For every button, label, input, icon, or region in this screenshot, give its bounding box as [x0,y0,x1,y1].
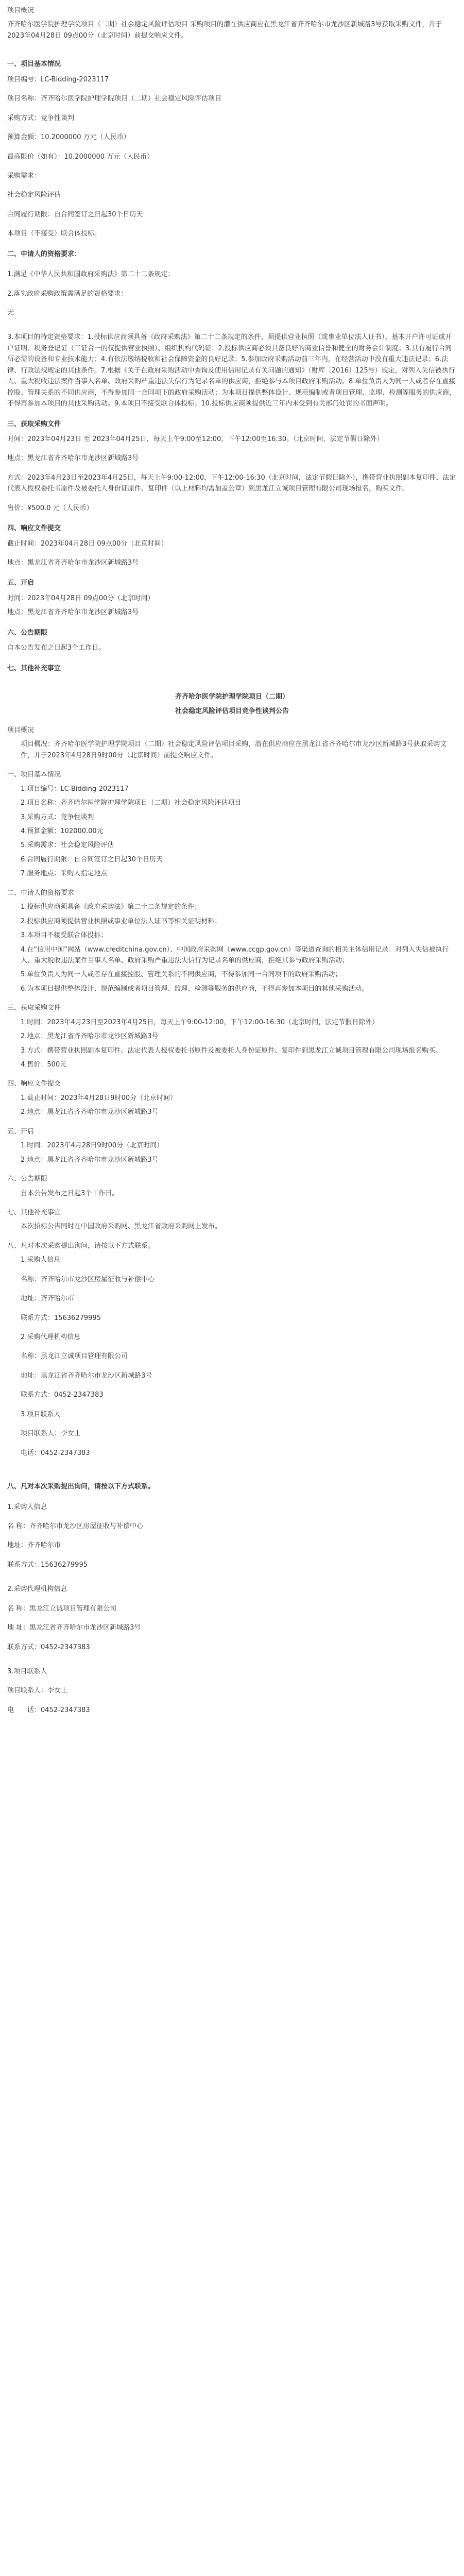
repeat-contact-line: 联系方式：0452-2347383 [21,1391,104,1399]
contact-line: 名 称：黑龙江立诚项目管理有限公司 [7,1604,117,1613]
repeat-item: 6.合同履行期限：自合同签订之日起30个日历天 [21,855,163,863]
repeat-item: 5.采购需求：社会稳定风险评估 [21,841,114,850]
section-notice-period [7,628,457,654]
contact-line: 联系方式：15636279995 [7,1561,88,1569]
section-obtain-docs [7,419,457,514]
repeat-item: 4.预算金额：102000.00元 [21,827,104,835]
repeat-item: 4.售价：500元 [21,1061,67,1069]
repeat-contact-line: 名称：黑龙江立诚项目管理有限公司 [21,1352,128,1361]
repeat-item: 6.为本项目提供整体设计、规范编制或者项目管理、监理、检测等服务的供应商，不得再参加本项目的其他采购活动。 [21,985,369,993]
section-contacts [7,1481,457,1716]
qualification-item: 2.落实政府采购政策需满足的资格要求： [7,290,128,298]
repeat-contact-line: 1.采购人信息 [21,1256,61,1264]
repeat-contact-line: 名称：齐齐哈尔市龙沙区房屋征收与补偿中心 [21,1275,155,1283]
repeat-item: 2.地点：黑龙江省齐齐哈尔市龙沙区新城路3号 [21,1032,159,1041]
qualification-item: 1.满足《中华人民共和国政府采购法》第二十二条规定； [7,270,175,279]
section-title: 四、响应文件提交 [7,524,61,533]
repeat-contact-line: 联系方式：15636279995 [21,1314,101,1322]
doc-intro: 齐齐哈尔医学院护理学院项目（二期）社会稳定风险评估项目 采购项目的潜在供应商应在黑龙江省齐齐哈尔市龙沙区新城路3号获取采购文件，并于2023年04月28日 09点00分（北京时间）前提交响应文件。 [7,21,442,40]
repeat-item: 3.本项目不接受联合体投标； [21,931,108,940]
project-number: 项目编号：LC-Bidding-2023117 [7,75,109,83]
qualification-item: 无 [7,309,14,317]
repeat-section-title: 六、公告期限 [7,1175,48,1183]
contact-line: 1.采购人信息 [7,1503,47,1511]
section-title: 七、其他补充事宜 [7,664,61,672]
section-title: 二、申请人的资格要求： [7,250,81,258]
submission-deadline: 截止时间：2023年04月28日 09点00分（北京时间） [7,539,168,548]
section-qualifications [7,249,457,410]
section-submission [7,523,457,568]
section-title: 八、凡对本次采购提出询问，请按以下方式联系。 [7,1483,155,1491]
repeat-section-title: 四、响应文件提交 [7,1080,61,1088]
section-opening [7,578,457,618]
project-name: 项目名称：齐齐哈尔医学院护理学院项目（二期）社会稳定风险评估项目 [7,95,222,103]
procurement-method: 采购方式：竞争性谈判 [7,114,75,122]
contact-line: 项目联系人：李女士 [7,1687,68,1695]
repeat-section-title: 一、项目基本情况 [7,771,61,779]
repeat-item: 1.截止时间：2023年4月28日9时00分（北京时间） [21,1094,177,1102]
repeat-item: 本次招标公告同时在中国政府采购网、黑龙江省政府采购网上发布。 [21,1223,222,1231]
procurement-needs: 社会稳定风险评估 [7,191,61,199]
opening-time: 时间：2023年04月28日 09点00分（北京时间） [7,594,154,602]
contact-line: 地 址：黑龙江省齐齐哈尔市龙沙区新城路3号 [7,1624,141,1632]
budget-amount: 预算金额：10.2000000 万元（人民币） [7,133,130,142]
repeat-item: 2.项目名称：齐齐哈尔医学院护理学院项目（二期）社会稳定风险评估项目 [21,799,242,807]
contact-line: 电 话：0452-2347383 [7,1706,90,1714]
repeat-item: 自本公告发布之日起3个工作日。 [21,1189,119,1197]
notice-period-text: 自本公告发布之日起3个工作日。 [7,644,106,652]
repeat-contact-line: 3.项目联系人 [21,1410,61,1418]
section-basic-info [7,59,457,239]
announcement-title-line-1: 齐齐哈尔医学院护理学院项目（二期） [175,693,289,701]
announcement-title-line-2: 社会稳定风险评估项目竞争性谈判公告 [175,707,289,715]
contact-line: 3.项目联系人 [7,1668,47,1675]
submission-location: 地点：黑龙江省齐齐哈尔市龙沙区新城路3号 [7,559,139,567]
section-supplementary [7,663,457,1459]
procurement-needs-label: 采购需求： [7,172,41,180]
max-price: 最高限价（如有）：10.2000000 万元（人民币） [7,152,154,161]
contact-line: 名 称：齐齐哈尔市龙沙区房屋征收与补偿中心 [7,1522,144,1530]
section-title: 一、项目基本情况 [7,60,61,69]
repeat-item: 3.采购方式：竞争性谈判 [21,813,94,821]
contract-period: 合同履行期限：自合同签订之日起30个日历天 [7,210,143,218]
obtain-location: 地点：黑龙江省齐齐哈尔市龙沙区新城路3号 [7,454,139,463]
obtain-time: 时间：2023年04月23日 至 2023年04月25日，每天上午9:00至12:00，下午12:00至16:30。（北京时间，法定节假日除外） [7,435,384,443]
repeat-section-title: 五、开启 [7,1127,35,1136]
repeat-item: 2.地点：黑龙江省齐齐哈尔市龙沙区新城路3号 [21,1156,159,1164]
repeat-section-title: 七、其他补充事宜 [7,1208,61,1216]
repeat-section-title: 八、凡对本次采购提出询问，请按以下方式联系。 [7,1242,155,1250]
repeat-item: 1.项目编号：LC-Bidding-2023117 [21,785,129,793]
repeat-contact-line: 地址：黑龙江省齐齐哈尔市龙沙区新城路3号 [21,1371,152,1380]
repeat-item: 4.在“信用中国”网站（www.creditchina.gov.cn）、中国政府采购网（www.ccgp.gov.cn）等渠道查询的相关主体信用记录：对列入失信被执行人、重大税收违法案件当事人名单、政府采购严重违法失信行为记录名单的供应商，拒绝其参与政府采购活动； [21,945,449,964]
qualification-item: 3.本项目的特定资格要求：1.投标供应商须具备《政府采购法》第二十二条规定的条件，须提供营业执照（或事业单位法人证书）、基本开户许可证或开户证明、税务登记证（三证合一的仅提供营业执照）、组织机构代码证；2.投标供应商必须具备良好的商业信誉和健全的财务会计制度；3.具有履行合同所必需的设备和专业技术能力；4.有依法缴纳税收和社会保障资金的良好记录；5.参加政府采购活动前三年内，在经营活动中没有重大违法记录；6.法律、行政法规规定的其他条件。7.根据《关于在政府采购活动中查询及使用信用记录有关问题的通知》（财库〔2016〕125号）规定，对列入失信被执行人、重大税收违法案件当事人名单、政府采购严重违法失信行为记录名单的供应商，拒绝参与本项目政府采购活动。8.单位负责人为同一人或者存在直接控股、管理关系的不同供应商，不得参加同一合同项下的政府采购活动；为本项目提供整体设计、规范编制或者项目管理、监理、检测等服务的供应商，不得再参加本项目的其他采购活动。9.本项目不接受联合体投标。10.投标供应商须提供近三年内未受到有关部门处罚的书面声明。 [7,333,456,408]
repeat-section-title: 三、获取采购文件 [7,1004,61,1012]
repeat-contact-line: 电话：0452-2347383 [21,1449,90,1457]
obtain-method: 方式：2023年4月23日至2023年4月25日，每天上午9:00-12:00，下午12:00-16:30（北京时间，法定节假日除外），携带营业执照副本复印件、法定代表人授权委托书原件及被委托人身份证原件、复印件（以上材料均需加盖公章）到黑龙江立诚项目管理有限公司现场报名，购买文件。 [7,473,456,493]
section-title: 三、获取采购文件 [7,420,61,428]
repeat-contact-line: 项目联系人：李女士 [21,1430,81,1438]
repeat-intro: 项目概况：齐齐哈尔医学院护理学院项目（二期）社会稳定风险评估项目采购，潜在供应商应在黑龙江省齐齐哈尔市龙沙区新城路3号获取采购文件，并于2023年4月28日9时00分（北京时间）前提交响应文件。 [21,740,447,759]
opening-location: 地点：黑龙江省齐齐哈尔市龙沙区新城路3号 [7,608,139,617]
repeat-header: 项目概况 [7,726,35,734]
repeat-item: 7.服务地点：采购人指定地点 [21,870,108,878]
repeat-item: 2.投标供应商须提供营业执照或事业单位法人证书等相关证明材料； [21,917,221,925]
section-title: 五、开启 [7,579,35,587]
repeat-item: 5.单位负责人为同一人或者存在直接控股、管理关系的不同供应商，不得参加同一合同项下的政府采购活动； [21,971,342,979]
repeat-item: 2.地点：黑龙江省齐齐哈尔市龙沙区新城路3号 [21,1108,159,1116]
repeat-contact-line: 地址：齐齐哈尔市 [21,1295,75,1303]
repeat-item: 1.投标供应商须具备《政府采购法》第二十二条规定的条件； [21,903,201,911]
repeat-contact-line: 2.采购代理机构信息 [21,1333,81,1341]
contact-line: 2.采购代理机构信息 [7,1585,67,1594]
repeat-item: 3.方式：携带营业执照副本复印件、法定代表人授权委托书原件及被委托人身份证原件、复印件到黑龙江立诚项目管理有限公司现场报名购买。 [21,1046,442,1055]
obtain-price: 售价：¥500.0 元（人民币） [7,504,93,512]
doc-header-label: 项目概况 [7,7,35,14]
contact-line: 地址：齐齐哈尔市 [7,1541,61,1550]
contact-line: 联系方式：0452-2347383 [7,1643,90,1651]
consortium-note: 本项目（不接受）联合体投标。 [7,230,101,238]
section-title: 六、公告期限 [7,629,48,637]
repeat-item: 1.时间：2023年4月23日至2023年4月25日，每天上午9:00-12:00，下午12:00-16:30（北京时间，法定节假日除外） [21,1018,379,1026]
repeat-section-title: 二、申请人的资格要求 [7,889,75,897]
repeat-item: 1.时间：2023年4月28日9时00分（北京时间） [21,1142,164,1150]
